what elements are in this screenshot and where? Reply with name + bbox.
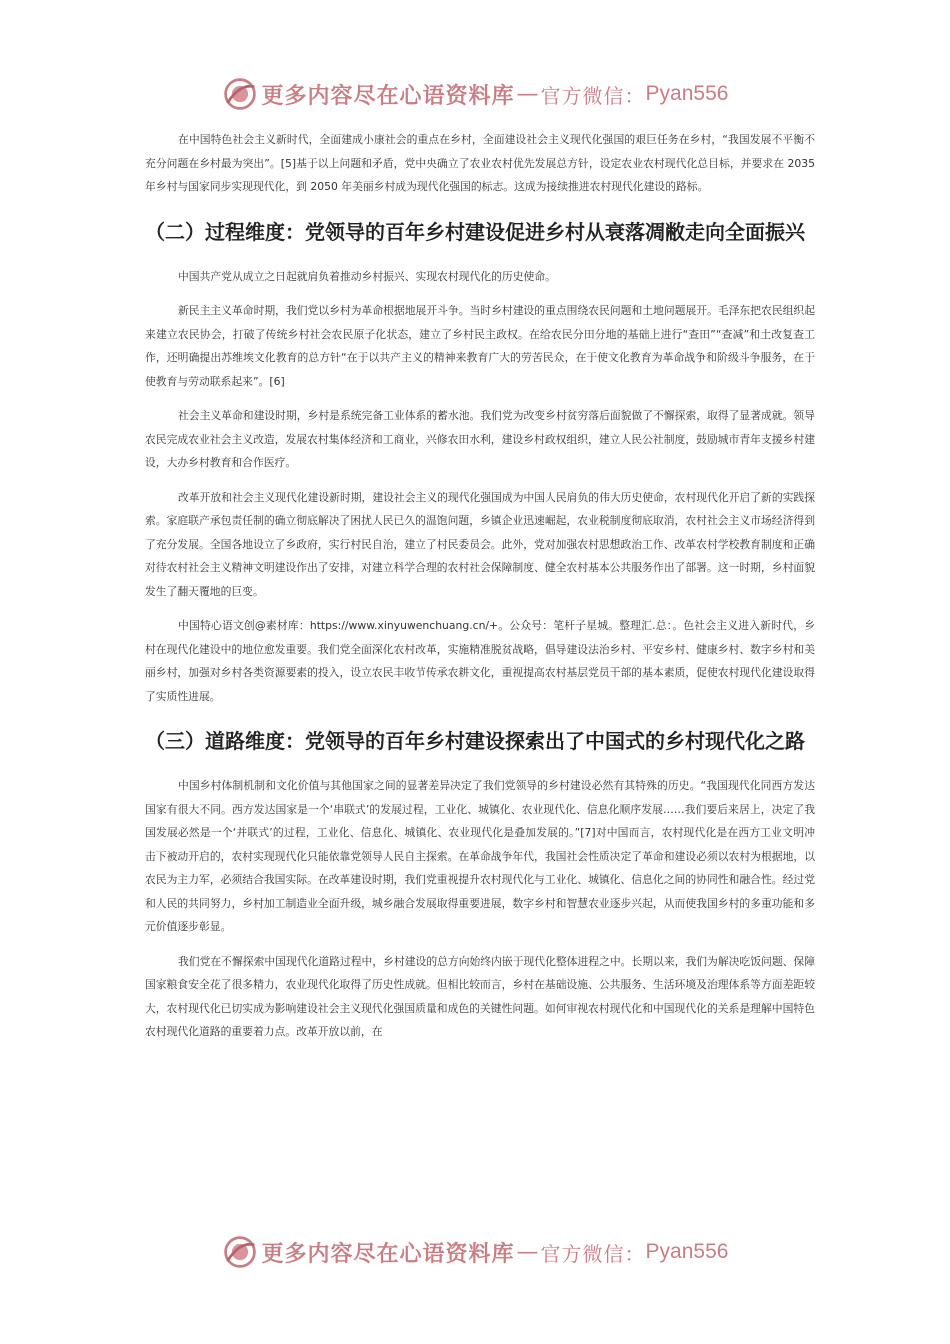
- section-heading-3: （三）道路维度：党领导的百年乡村建设探索出了中国式的乡村现代化之路: [145, 729, 805, 753]
- banner-sub-text: 官方微信：: [540, 83, 646, 108]
- banner-handle: Pyan556: [645, 82, 729, 105]
- banner-dash: —: [516, 1239, 539, 1265]
- banner-sub-text: 官方微信：: [540, 1241, 646, 1266]
- brand-logo-icon: [222, 76, 258, 112]
- paragraph: 在中国特色社会主义新时代，全面建成小康社会的重点在乡村，全面建设社会主义现代化强国的艰巨任务在乡村，“我国发展不平衡不充分问题在乡村最为突出”。[5]基于以上问题和矛盾，党中央确立了农业农村优先发展总方针，设定农业农村现代化总目标，并要求在 2035 年乡村与国家同步实现现代化，到 2050 年美丽乡村成为现代化强国的标志。这成为接续推进农村现代化建设的路标。: [145, 133, 815, 193]
- section-heading-2: （二）过程维度：党领导的百年乡村建设促进乡村从衰落凋敝走向全面振兴: [145, 219, 805, 244]
- paragraph: 我们党在不懈探索中国现代化道路过程中，乡村建设的总方向始终内嵌于现代化整体进程之中。长期以来，我们为解决吃饭问题、保障国家粮食安全花了很多精力，农业现代化取得了历史性成就。但相比较而言，乡村在基础设施、公共服务、生活环境及治理体系等方面差距较大，农村现代化已切实成为影响建设社会主义现代化强国质量和成色的关键性问题。如何审视农村现代化和中国现代化的关系是理解中国特色农村现代化道路的重要着力点。改革开放以前，在: [145, 954, 816, 1038]
- header-watermark-banner: [0, 72, 950, 116]
- banner-main-text: 更多内容尽在心语资料库: [261, 1240, 515, 1267]
- footer-watermark-banner: [0, 1230, 950, 1274]
- banner-main-text: 更多内容尽在心语资料库: [261, 82, 515, 109]
- paragraph: 中国共产党从成立之日起就肩负着推动乡村振兴、实现农村现代化的历史使命。: [178, 269, 556, 283]
- paragraph: 新民主主义革命时期，我们党以乡村为革命根据地展开斗争。当时乡村建设的重点围绕农民问题和土地问题展开。毛泽东把农民组织起来建立农民协会，打破了传统乡村社会农民原子化状态，建立了乡村民主政权。在给农民分田分地的基础上进行“查田”“查减”和土改复查工作，还明确提出苏维埃文化教育的总方针“在于以共产主义的精神来教育广大的劳苦民众，在于使文化教育为革命战争和阶级斗争服务，在于使教育与劳动联系起来”。[6]: [145, 304, 816, 388]
- banner-dash: —: [516, 81, 539, 107]
- paragraph: 中国乡村体制机制和文化价值与其他国家之间的显著差异决定了我们党领导的乡村建设必然有其特殊的历史。“我国现代化同西方发达国家有很大不同。西方发达国家是一个‘串联式’的发展过程，工业化、城镇化、农业现代化、信息化顺序发展……我们要后来居上，决定了我国发展必然是一个‘并联式’的过程，工业化、信息化、城镇化、农业现代化是叠加发展的。”[7]对中国而言，农村现代化是在西方工业文明冲击下被动开启的，农村实现现代化只能依靠党领导人民自主探索。在革命战争年代，我国社会性质决定了革命和建设必须以农村为根据地，以农民为主力军，必须结合我国实际。在改革建设时期，我们党重视提升农村现代化与工业化、城镇化、信息化之间的协同性和融合性。经过党和人民的共同努力，乡村加工制造业全面升级，城乡融合发展取得重要进展，数字乡村和智慧农业逐步兴起，从而使我国乡村的多重功能和多元价值逐步彰显。: [145, 779, 815, 933]
- banner-handle: Pyan556: [645, 1240, 729, 1263]
- paragraph: 中国特心语文创@素材库：https://www.xinyuwenchuang.cn/+。公众号：笔杆子星城。整理汇.总：。色社会主义进入新时代，乡村在现代化建设中的地位愈发重要。我们党全面深化农村改革，实施精准脱贫战略，倡导建设法治乡村、平安乡村、健康乡村、数字乡村和美丽乡村，加强对乡村各类资源要素的投入，设立农民丰收节传承农耕文化，重视提高农村基层党员干部的基本素质，促使农村现代化建设取得了实质性进展。: [145, 619, 815, 703]
- brand-logo-icon: [222, 1234, 258, 1270]
- document-body: [145, 128, 815, 1055]
- paragraph: 社会主义革命和建设时期，乡村是系统完备工业体系的蓄水池。我们党为改变乡村贫穷落后面貌做了不懈探索，取得了显著成就。领导农民完成农业社会主义改造，发展农村集体经济和工商业，兴修农田水利，建设乡村政权组织，建立人民公社制度，鼓励城市青年支援乡村建设，大办乡村教育和合作医疗。: [145, 409, 816, 469]
- paragraph: 改革开放和社会主义现代化建设新时期，建设社会主义的现代化强国成为中国人民肩负的伟大历史使命，农村现代化开启了新的实践探索。家庭联产承包责任制的确立彻底解决了困扰人民已久的温饱问题，乡镇企业迅速崛起，农业税制度彻底取消，农村社会主义市场经济得到了充分发展。全国各地设立了乡政府，实行村民自治，建立了村民委员会。此外，党对加强农村思想政治工作、改革农村学校教育制度和正确对待农村社会主义精神文明建设作出了安排，对建立科学合理的农村社会保障制度、健全农村基本公共服务作出了部署。这一时期，乡村面貌发生了翻天覆地的巨变。: [145, 490, 816, 598]
